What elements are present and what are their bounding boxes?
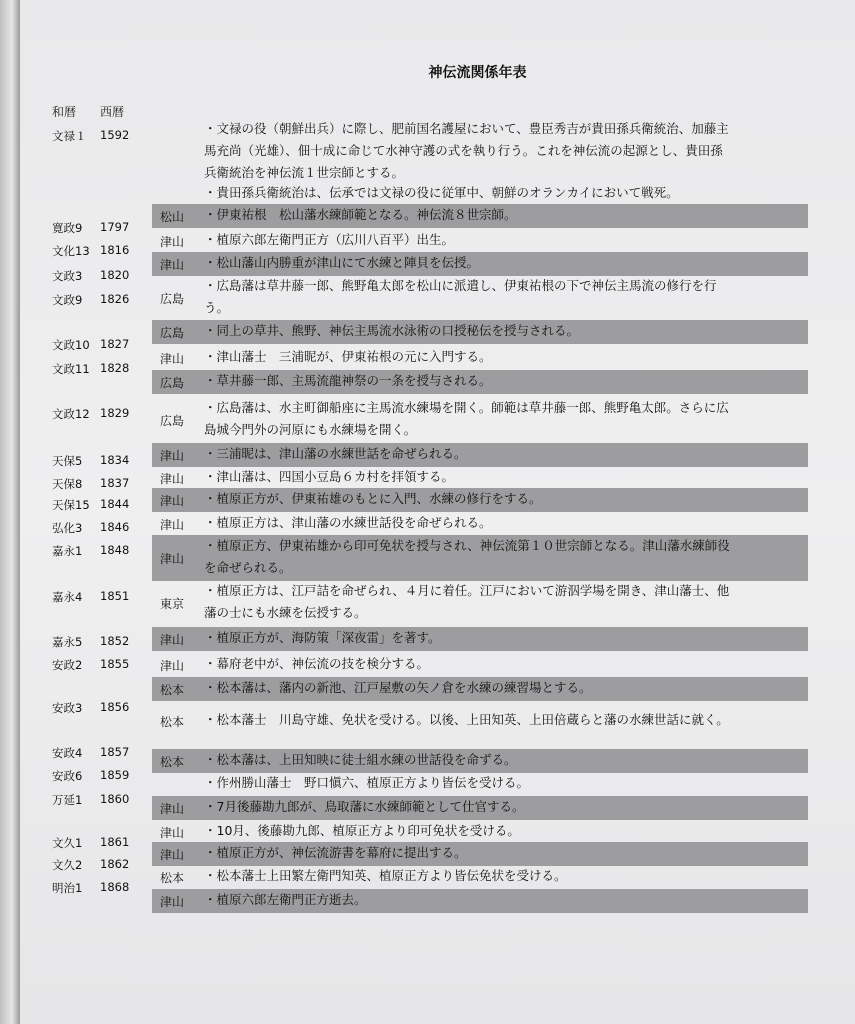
event-text: ・広島藩は、水主町御船座に主馬流水練場を開く。師範は草井藤一郎、熊野亀太郎。さらに広: [204, 400, 729, 415]
era-cell: 天保8: [52, 477, 83, 491]
event-text: ・松本藩は、上田知映に徒士組水練の世話役を命ずる。: [204, 752, 517, 767]
year-cell: 1859: [100, 768, 130, 782]
year-cell: 1861: [100, 835, 130, 849]
year-cell: 1592: [100, 128, 130, 142]
table-row: [20, 275, 855, 321]
event-text: ・伊東祐根 松山藩水練師範となる。神伝流８世宗師。: [204, 207, 517, 222]
year-cell: 1856: [100, 700, 130, 714]
place-cell: 津山: [160, 552, 185, 566]
place-cell: 広島: [160, 326, 185, 340]
year-cell: 1868: [100, 880, 130, 894]
event-text: う。: [204, 300, 230, 315]
event-text: ・植原正方が、神伝流游書を幕府に提出する。: [204, 845, 467, 860]
year-cell: 1826: [100, 292, 130, 306]
place-cell: 津山: [160, 895, 185, 909]
table-row: [20, 204, 855, 235]
era-cell: 文政9: [52, 293, 83, 307]
table-row: [20, 792, 855, 820]
event-text: ・植原正方が、伊東祐雄のもとに入門、水練の修行をする。: [204, 491, 542, 506]
era-cell: 文政10: [52, 338, 90, 352]
place-cell: 松本: [160, 683, 185, 697]
year-cell: 1837: [100, 476, 130, 490]
event-text: ・松本藩士 川島守雄、免状を受ける。以後、上田知英、上田倍蔵らと藩の水練世話に就く。: [204, 712, 729, 727]
year-cell: 1855: [100, 657, 130, 671]
place-cell: 津山: [160, 802, 185, 816]
year-cell: 1816: [100, 243, 130, 257]
event-text: ・10月、後藤勘九郎、植原正方より印可免状を受ける。: [204, 823, 520, 838]
table-row: [20, 835, 855, 866]
era-cell: 文久1: [52, 836, 83, 850]
era-cell: 文禄１: [52, 129, 87, 143]
era-cell: 嘉永5: [52, 635, 83, 649]
document-page: [20, 0, 855, 1024]
event-text: ・文禄の役（朝鮮出兵）に際し、肥前国名護屋において、豊臣秀吉が貴田孫兵衛統治、加藤主: [204, 121, 729, 136]
era-cell: 嘉永4: [52, 590, 83, 604]
era-cell: 安政6: [52, 769, 83, 783]
year-cell: 1827: [100, 337, 130, 351]
page-title: 神伝流関係年表: [428, 65, 527, 81]
table-row: [20, 820, 855, 844]
place-cell: 津山: [160, 659, 185, 673]
event-text: 馬充尚（光雄）、佃十成に命じて水神守護の式を執り行う。これを神伝流の起源とし、貴田孫: [204, 143, 723, 158]
era-cell: 万延1: [52, 793, 83, 807]
era-cell: 嘉永1: [52, 544, 83, 558]
event-text: ・草井藤一郎、主馬流龍神祭の一条を授与される。: [204, 373, 492, 388]
table-row: [20, 880, 855, 913]
event-text: ・同上の草井、熊野、神伝主馬流水泳術の口授秘伝を授与される。: [204, 323, 580, 338]
place-cell: 広島: [160, 376, 185, 390]
place-cell: 松本: [160, 715, 185, 729]
event-text: ・植原正方は、江戸詰を命ぜられ、４月に着任。江戸において游泅学場を開き、津山藩士、他: [204, 583, 730, 598]
place-cell: 津山: [160, 494, 185, 508]
table-row: [20, 397, 855, 443]
table-row: [20, 653, 855, 677]
year-cell: 1844: [100, 497, 130, 511]
place-cell: 津山: [160, 235, 185, 249]
table-row: [20, 443, 855, 467]
table-row: [20, 370, 855, 394]
table-row: [20, 182, 855, 206]
event-text: ・松本藩は、藩内の新池、江戸屋敷の矢ノ倉を水練の練習場とする。: [204, 680, 592, 695]
event-text: 島城今門外の河原にも水練場を開く。: [204, 422, 417, 437]
event-text: ・津山藩士 三浦昵が、伊東祐根の元に入門する。: [204, 349, 492, 364]
table-row: [20, 229, 855, 258]
event-text: ・三浦昵は、津山藩の水練世話を命ぜられる。: [204, 446, 467, 461]
table-row: [20, 768, 855, 796]
table-row: [20, 118, 855, 186]
event-text: ・植原六郎左衛門正方（広川八百平）出生。: [204, 232, 455, 247]
era-cell: 安政2: [52, 658, 83, 672]
era-cell: 安政3: [52, 701, 83, 715]
year-cell: 1834: [100, 453, 130, 467]
table-row: [20, 857, 855, 889]
year-cell: 1846: [100, 520, 130, 534]
year-cell: 1797: [100, 220, 130, 234]
year-cell: 1860: [100, 792, 130, 806]
place-cell: 松山: [160, 210, 185, 224]
place-cell: 津山: [160, 258, 185, 272]
table-row: [20, 700, 855, 733]
event-text: ・松山藩山内勝重が津山にて水練と陣貝を伝授。: [204, 255, 480, 270]
place-cell: 津山: [160, 518, 185, 532]
era-cell: 文政3: [52, 269, 83, 283]
table-row: [20, 320, 855, 352]
year-cell: 1828: [100, 361, 130, 375]
place-cell: 東京: [160, 597, 185, 611]
table-row: [20, 580, 855, 626]
event-text: ・植原六郎左衛門正方逝去。: [204, 892, 367, 907]
table-row: [20, 627, 855, 651]
event-text: ・植原正方は、津山藩の水練世話役を命ぜられる。: [204, 515, 492, 530]
era-cell: 安政4: [52, 746, 83, 760]
year-cell: 1829: [100, 406, 130, 420]
table-row: [20, 677, 855, 701]
era-cell: 明治1: [52, 881, 83, 895]
era-cell: 寛政9: [52, 221, 83, 235]
place-cell: 松本: [160, 871, 185, 885]
year-cell: 1820: [100, 268, 130, 282]
place-cell: 津山: [160, 449, 185, 463]
header-era: 和暦: [52, 105, 77, 119]
event-text: ・松本藩士上田繁左衛門知英、植原正方より皆伝免状を受ける。: [204, 868, 567, 883]
place-cell: 広島: [160, 414, 185, 428]
table-row: [20, 535, 855, 581]
table-row: [20, 488, 855, 512]
place-cell: 広島: [160, 292, 185, 306]
table-row: [20, 346, 855, 376]
year-cell: 1848: [100, 543, 130, 557]
header-year: 西暦: [100, 105, 125, 119]
event-text: ・広島藩は草井藤一郎、熊野亀太郎を松山に派遣し、伊東祐根の下で神伝主馬流の修行を行: [204, 278, 717, 293]
event-text: を命ぜられる。: [204, 560, 292, 575]
year-cell: 1862: [100, 857, 130, 871]
place-cell: 津山: [160, 826, 185, 840]
era-cell: 天保15: [52, 498, 90, 512]
place-cell: 津山: [160, 472, 185, 486]
table-row: [20, 512, 855, 536]
facing-page-edge: [0, 0, 20, 1024]
table-row: [20, 252, 855, 283]
event-text: ・幕府老中が、神伝流の技を検分する。: [204, 656, 430, 671]
place-cell: 津山: [160, 352, 185, 366]
era-cell: 文政11: [52, 362, 90, 376]
era-cell: 天保5: [52, 454, 83, 468]
event-text: ・植原正方が、海防策「深夜雷」を著す。: [204, 630, 441, 645]
era-cell: 弘化3: [52, 521, 83, 535]
year-cell: 1851: [100, 589, 130, 603]
era-cell: 文化13: [52, 244, 90, 258]
place-cell: 津山: [160, 633, 185, 647]
event-text: ・植原正方、伊東祐雄から印可免状を授与され、神伝流第１０世宗師となる。津山藩水練師役: [204, 538, 730, 553]
event-text: 藩の士にも水練を伝授する。: [204, 605, 367, 620]
year-cell: 1857: [100, 745, 130, 759]
era-cell: 文政12: [52, 407, 90, 421]
event-text: ・作州勝山藩士 野口愼六、植原正方より皆伝を受ける。: [204, 775, 530, 790]
event-text: ・貴田孫兵衛統治は、伝承では文禄の役に従軍中、朝鮮のオランカイにおいて戦死。: [204, 185, 679, 200]
place-cell: 松本: [160, 755, 185, 769]
year-cell: 1852: [100, 634, 130, 648]
place-cell: 津山: [160, 848, 185, 862]
table-row: [20, 745, 855, 773]
table-row: [20, 466, 855, 490]
era-cell: 文久2: [52, 858, 83, 872]
event-text: ・7月後藤勘九郎が、鳥取藩に水練師範として仕官する。: [204, 799, 525, 814]
event-text: ・津山藩は、四国小豆島６カ村を拝領する。: [204, 469, 455, 484]
event-text: 兵衛統治を神伝流１世宗師とする。: [204, 165, 405, 180]
